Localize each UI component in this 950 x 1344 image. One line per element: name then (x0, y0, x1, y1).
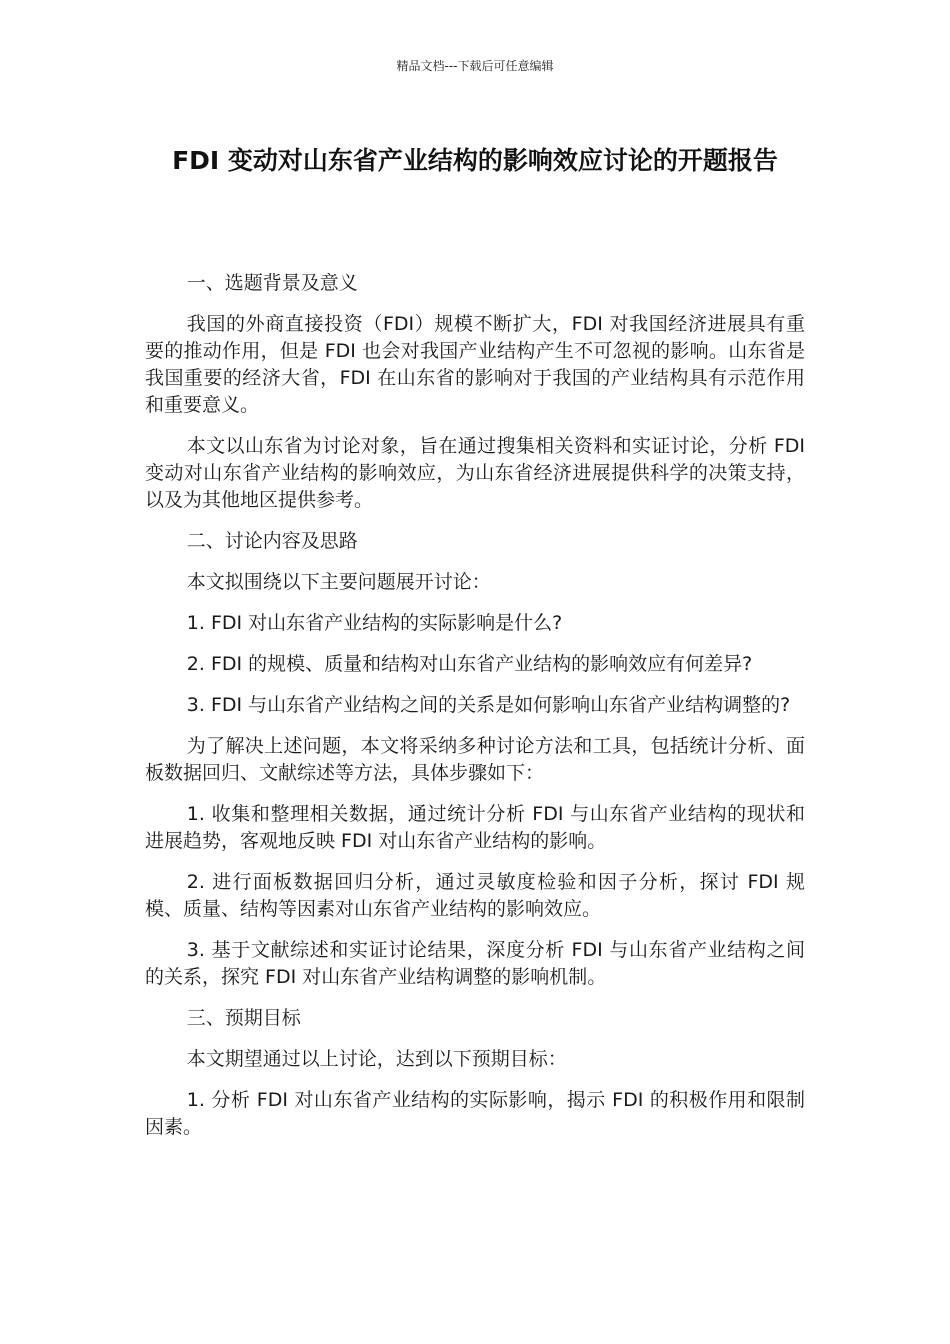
question-item-2: 2. FDI 的规模、质量和结构对山东省产业结构的影响效应有何差异? (186, 653, 753, 675)
paragraph-goals-intro: 本文期望通过以上讨论，达到以下预期目标： (186, 1048, 567, 1070)
section-heading-content: 二、讨论内容及思路 (186, 530, 358, 552)
paragraph-purpose: 本文以山东省为讨论对象，旨在通过搜集相关资料和实证讨论，分析 FDI 变动对山东省产业结构的影响效应，为山东省经济进展提供科学的决策支持，以及为其他地区提供参考。 (145, 435, 805, 511)
header-note: 精品文档---下载后可任意编辑 (396, 59, 554, 73)
section-heading-background: 一、选题背景及意义 (186, 272, 358, 294)
paragraph-background: 我国的外商直接投资（FDI）规模不断扩大，FDI 对我国经济进展具有重要的推动作用，但是 FDI 也会对我国产业结构产生不可忽视的影响。山东省是我国重要的经济大省，FDI 在山东省的影响对于我国的产业结构具有示范作用和重要意义。 (145, 313, 805, 416)
question-item-3: 3. FDI 与山东省产业结构之间的关系是如何影响山东省产业结构调整的? (186, 694, 791, 716)
goal-item-1: 1. 分析 FDI 对山东省产业结构的实际影响，揭示 FDI 的积极作用和限制因素。 (145, 1089, 805, 1138)
question-item-1: 1. FDI 对山东省产业结构的实际影响是什么? (186, 612, 563, 634)
section-heading-goals: 三、预期目标 (186, 1007, 301, 1029)
paragraph-methods-intro: 为了解决上述问题，本文将采纳多种讨论方法和工具，包括统计分析、面板数据回归、文献综述等方法，具体步骤如下： (145, 735, 805, 784)
method-step-2: 2. 进行面板数据回归分析，通过灵敏度检验和因子分析，探讨 FDI 规模、质量、结构等因素对山东省产业结构的影响效应。 (145, 871, 805, 920)
document-body (145, 270, 805, 1155)
method-step-1: 1. 收集和整理相关数据，通过统计分析 FDI 与山东省产业结构的现状和进展趋势，客观地反映 FDI 对山东省产业结构的影响。 (145, 803, 805, 852)
paragraph-questions-intro: 本文拟围绕以下主要问题展开讨论： (186, 571, 491, 593)
method-step-3: 3. 基于文献综述和实证讨论结果，深度分析 FDI 与山东省产业结构之间的关系，探究 FDI 对山东省产业结构调整的影响机制。 (145, 939, 805, 988)
document-title: FDI 变动对山东省产业结构的影响效应讨论的开题报告 (172, 146, 778, 175)
